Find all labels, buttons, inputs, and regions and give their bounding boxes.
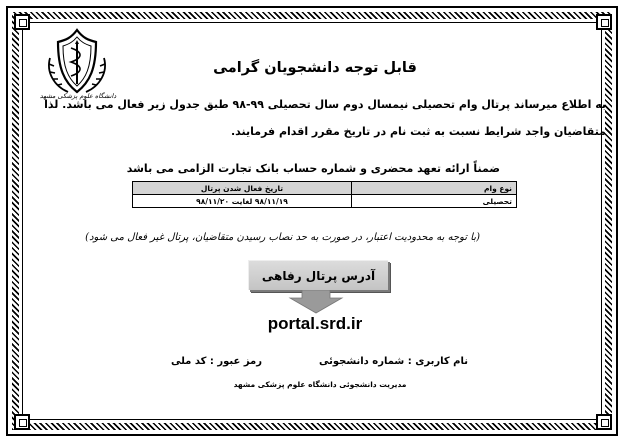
page-title: قابل توجه دانشجویان گرامی bbox=[213, 60, 417, 76]
portal-box-label: آدرس پرتال رفاهی bbox=[261, 268, 376, 283]
portal-address-label-box bbox=[248, 260, 388, 290]
table-cell: تحصیلی bbox=[352, 195, 517, 208]
username-info: نام کاربری : شماره دانشجوئی bbox=[318, 356, 468, 367]
frame-corner-ornament bbox=[596, 414, 612, 430]
capacity-note: (با توجه به محدودیت اعتبار، در صورت به حد نصاب رسیدن متقاضیان، پرتال غیر فعال می شود) bbox=[85, 232, 480, 243]
table-header-row bbox=[133, 182, 517, 195]
frame-corner-ornament bbox=[596, 14, 612, 30]
requirements-notice: ضمناً ارائه تعهد محضری و شماره حساب بانک تجارت الزامی می باشد bbox=[126, 162, 500, 175]
arrow-down-icon bbox=[284, 290, 348, 314]
frame-corner-ornament bbox=[14, 14, 30, 30]
logo-caption: دانشگاه علوم پزشکی مشهد bbox=[39, 92, 117, 100]
table-cell: ۹۸/۱۱/۱۹ لغایت ۹۸/۱۱/۲۰ bbox=[133, 195, 352, 208]
announcement-line-2: متقاضیان واجد شرایط نسبت به ثبت نام در تاریخ مقرر اقدام فرمایند. bbox=[230, 125, 606, 138]
table-header-cell: تاریخ فعال شدن پرتال bbox=[133, 182, 352, 195]
table-row bbox=[133, 195, 517, 208]
announcement-line-1: به اطلاع میرساند پرتال وام تحصیلی نیمسال دوم سال تحصیلی ۹۹-۹۸ طبق جدول زیر فعال می باشد. لذا bbox=[44, 98, 606, 111]
loan-schedule-table bbox=[132, 181, 517, 208]
university-logo-icon bbox=[44, 28, 110, 96]
office-signature: مدیریت دانشجوئی دانشگاه علوم پزشکی مشهد bbox=[233, 380, 407, 389]
portal-url-link[interactable]: portal.srd.ir bbox=[267, 314, 363, 333]
table-header-cell: نوع وام bbox=[352, 182, 517, 195]
password-info: رمز عبور : کد ملی bbox=[170, 356, 262, 367]
frame-corner-ornament bbox=[14, 414, 30, 430]
